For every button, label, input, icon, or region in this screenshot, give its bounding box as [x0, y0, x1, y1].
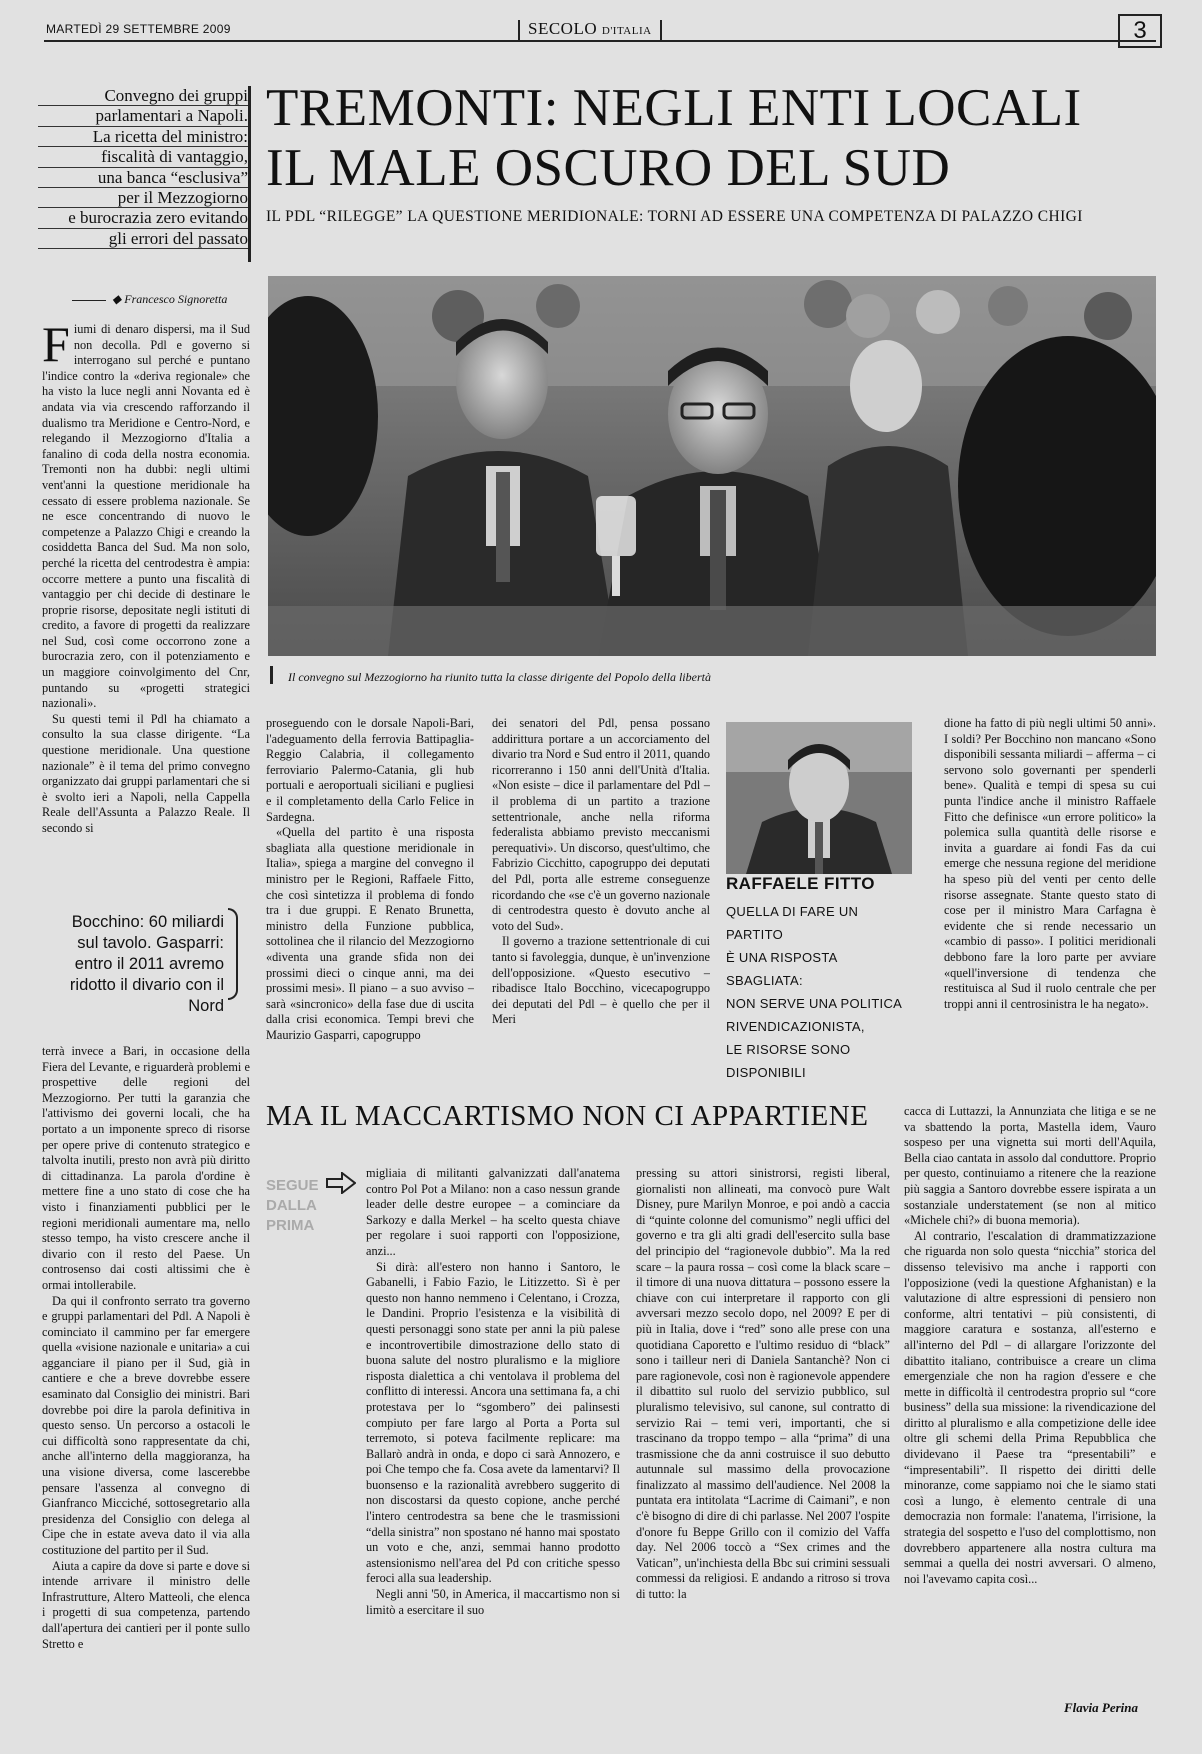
issue-date: MARTEDÌ 29 SETTEMBRE 2009 — [46, 22, 231, 36]
arrow-right-icon — [326, 1172, 356, 1199]
author-name: Francesco Signoretta — [124, 292, 228, 306]
article-paragraph: dei senatori del Pdl, pensa possano addirittura portare a un accorciamento del divario tra Nord e Sud entro il 2011, quando ricorreranno i 150 anni dell'Unità d'Italia. «Non esiste – dice il parlamentare del Pdl – il problema di un partito a trazione settentrionale, anche nella riforma federalista abbiamo previsto meccanismi perequativi». Un discorso, quest'ultimo, che Fabrizio Cicchitto, capogruppo dei deputati del Pdl, porta alle estreme conseguenze ricordando che «se c'è un governo nazionale di centrodestra questo è dovuto anche al voto del Sud». — [492, 716, 710, 933]
photo-caption: Il convegno sul Mezzogiorno ha riunito tutta la classe dirigente del Popolo della libertà — [288, 670, 711, 684]
byline: ◆ Francesco Signoretta — [112, 292, 228, 306]
article-paragraph: Aiuta a capire da dove si parte e dove si intende arrivare il ministro delle Infrastrutture, Altero Matteoli, che elenca i progetti di sua competenza, partendo dall'apertura dei cantieri per il ponte sullo Stretto e — [42, 1558, 250, 1651]
masthead-rule — [44, 40, 1156, 42]
kicker-line: e burocrazia zero evitando — [38, 208, 248, 228]
quote-line: NON SERVE UNA POLITICA — [726, 996, 903, 1011]
editorial-title: MA IL MACCARTISMO NON CI APPARTIENE — [266, 1100, 869, 1132]
editorial-paragraph: Al contrario, l'escalation di drammatizzazione che riguarda non solo questa “nicchia” storica del dissenso televisivo ma anche i rapporti con l'opposizione (vedi la questione Afghanistan) e la valutazione di altre espressioni di pensiero non conforme, altri tentativi – più consistenti, di maggiore caratura e sostanza, all'esterno e all'interno del Pdl – di allargare l'orizzonte del dibattito italiano, contribuisce a creare un clima emergenziale che non ha ragion d'essere e che mette in difficoltà il centrodestra proprio sul “core business” della sua missione: la rivendicazione del diritto al pluralismo e alla competizione delle idee oltre gli schemi della Prima Repubblica che dividevano il Paese tra “presentabili” e “impresentabili”. Il rispetto dei diritti delle minoranze, come sappiamo noi che le siamo stati così a lungo, è elemento centrale di una democrazia non formale: l'anatema, l'irrisione, la strategia del sospetto e l'uso del complottismo, non dovrebbero appartenere alla nostra cultura ma semmai a quella dei nostri avversari. O almeno, noi l'avevamo capita così... — [904, 1228, 1156, 1586]
editorial-paragraph: Negli anni '50, in America, il maccartismo non si limitò a esercitare il suo — [366, 1587, 620, 1617]
article-paragraph: terrà invece a Bari, in occasione della Fiera del Levante, e riguarderà problemi e prospettive delle regioni del Mezzogiorno. Per tutti la garanzia che l'attivismo dei governi locali, che ha portato a un imponente spreco di risorse per opere prive di contenuto strategico e talvolta inutili, presto non avrà più diritto di cittadinanza. La parola d'ordine è mettere fine a uno stato di cose che ha visto i finanziamenti pubblici per le regioni meridionali aumentare ma, nello stesso tempo, ha visto crescere anche il divario con il resto del Paese. Un controsenso dai costi altissimi che è ormai intollerabile. — [42, 1044, 250, 1292]
kicker-line: Convegno dei gruppi — [38, 86, 248, 106]
quote-speaker: RAFFAELE FITTO — [726, 874, 875, 893]
editorial-column-2 — [636, 1166, 890, 1736]
page-number: 3 — [1118, 14, 1162, 48]
newspaper-name — [518, 20, 662, 40]
editorial-paragraph: migliaia di militanti galvanizzati dall'anatema contro Pol Pot a Milano: non a caso nessun grande leader delle destre europee – a cominciare da Sarkozy e dalla Merkel – ha scelto questa chiave per regolare i suoi rapporti con l'opposizione, anzi... — [366, 1166, 620, 1258]
headline-line-1: TREMONTI: NEGLI ENTI LOCALI — [266, 79, 1082, 137]
article-kicker — [38, 86, 248, 249]
segue-line: PRIMA — [266, 1217, 315, 1234]
kicker-divider — [248, 86, 251, 262]
editorial-paragraph: pressing su attori sinistrorsi, registi liberal, giornalisti non allineati, ma convocò pure Walt Disney, pure Marilyn Monroe, e poi andò a caccia di “quinte colonne del comunismo” negli uffici del governo e tra gli alti gradi dell'esercito sulla base del principio del “ragionevole dubbio”. Ma la red scare – la paura rossa – così come la black scare – il timore di una nuova dittatura – possono essere la chiave con cui interpretare il rapporto con gli avversari mezzo secolo dopo, nel 2009? E per di più in Italia, dove i “red” sono alle prese con una quotidiana Caporetto e l'ultimo residuo di “black” sono i tailleur neri di Daniela Santanchè? Non ci pare ragionevole, così non è ragionevole appendere il dibattito sul ruolo del servizio pubblico, sul pluralismo televisivo, sul canone, sul contratto di servizio Rai – temi veri, importanti, che si trascinano da troppo tempo – alla “prima” di una trasmissione che da anni costruisce il suo debutto autunnale sul massimo della provocazione finalizzato al massimo dell'audience. Nel 2008 la puntata era intitolata “Lacrime di Caimani”, e non c'è bisogno di dire di chi parlasse. Nel 2007 l'ospite d'onore fu Beppe Grillo con il comizio del Vaffa day. Nel 2006 toccò a “Sex crimes and the Vatican”, un'inchiesta della Bbc sui crimini sessuali commessi da religiosi. E andando a ritroso si trova di tutto: la — [636, 1166, 890, 1602]
pull-quote: Bocchino: 60 miliardi sul tavolo. Gasparri: entro il 2011 avremo ridotto il divario con il Nord — [69, 913, 224, 1015]
article-paragraph — [42, 322, 250, 712]
paper-name: SECOLO — [528, 19, 598, 38]
article-paragraph: Da qui il confronto serrato tra governo e gruppi parlamentari del Pdl. A Napoli è cominciato il cammino per far emergere quella «visione nazionale e unitaria» a cui agganciare il piano per il Sud, già in cantiere e che a breve dovrebbe essere esaminato dal Consiglio dei ministri. Bari dovrebbe poi dire la parola definitiva in questo senso. Un percorso a ostacoli le cui difficoltà sono rappresentate da chi, anche all'interno della maggioranza, ha una visione diversa, come lascerebbe pensare l'assenza al convegno di Gianfranco Micciché, sottosegretario alla presidenza del Consiglio con delega al Cipe che in estate aveva dato il via alla costituzione del partito per il Sud. — [42, 1293, 250, 1557]
pull-quote-bracket — [228, 908, 238, 1000]
article-paragraph: «Quella del partito è una risposta sbagliata alla questione meridionale in Italia», spiega a margine del convegno il ministro per le Regioni, Raffaele Fitto, che così sintetizza il problema di fondo tra i due gruppi. E Renato Brunetta, ministro della Funzione pubblica, sottolinea che il rilancio del Mezzogiorno «diventa una grande sfida non dei prossimi dieci o cinque anni, ma dei prossimi mesi». Il piano – a suo avviso – sarà «sincronico» della fase due di uscita dalla crisi economica. Tempi brevi che Maurizio Gasparri, capogruppo — [266, 825, 474, 1042]
article-column-1 — [42, 322, 250, 890]
fitto-quote-box — [726, 874, 912, 1084]
article-column-3 — [492, 716, 710, 1078]
byline-rule — [72, 300, 106, 301]
kicker-line: La ricetta del ministro: — [38, 127, 248, 147]
kicker-line: una banca “esclusiva” — [38, 168, 248, 188]
drop-cap: F — [42, 322, 70, 372]
paper-name-suffix: D'ITALIA — [601, 25, 652, 37]
main-photo — [268, 276, 1156, 656]
editorial-paragraph: cacca di Luttazzi, la Annunziata che litiga e se ne va sbattendo la porta, Mastella idem, Vauro sospeso per una vignetta sui morti dell'Aquila, Bella ciao cantata in assolo dal conduttore. Proprio per questo, continuiamo a ritenere che la reazione più saggia a Santoro dovrebbe essere ispirata a un sostanziale understatement (se non al mitico «Michele chi?» di buona memoria). — [904, 1104, 1156, 1228]
headline-line-2: IL MALE OSCURO DEL SUD — [266, 139, 951, 197]
article-paragraph-text: iumi di denaro dispersi, ma il Sud non decolla. Pdl e governo si interrogano sul perché e puntano l'indice contro la «deriva regionale» che ha visto la luce negli anni Novanta ed è andata via via crescendo rafforzando il dualismo tra Meridione e Centro-Nord, e relegando il Mezzogiorno d'Italia a fanalino di coda della nostra economia. Tremonti non ha dubbi: negli ultimi vent'anni la questione meridionale ha cessato di essere problema nazionale. Se ne esce concentrando di nuovo le competenze a Palazzo Chigi e creando la cosiddetta Banca del Sud. Ma non solo, perché la ricetta del centrodestra è ampia: occorre mettere a punto una fiscalità di vantaggio per chi decide di destinare le proprie risorse, depositate negli istituti di credito, a favore di progetti da realizzare nel Sud, così come occorrono zone a burocrazia zero, con il potenziamento e un maggiore coinvolgimento del Cnr, puntando su «progetti strategici nazionali». — [42, 322, 250, 711]
article-paragraph: Il governo a trazione settentrionale di cui tanto si favoleggia, dunque, è un'invenzione dell'opposizione. «Questo esecutivo – ribadisce Italo Bocchino, vicecapogruppo dei deputati del Pdl – è quello che per il Meri — [492, 934, 710, 1027]
segue-line: SEGUE — [266, 1177, 319, 1194]
editorial-paragraph: Si dirà: all'estero non hanno i Santoro, le Gabanelli, i Fabio Fazio, le Litizzetto. Sì è per questo non hanno nemmeno i Celentano, i Crozza, le Dandini. Proprio l'esistenza e la visibilità di questi personaggi sono state per anni la più palese e incontrovertibile dimostrazione dello stato di buona salute del nostro pluralismo e la migliore risposta dialettica a chi ventolava il problema del conflitto di interessi. Ancora una settimana fa, a chi protestava per lo “sgombero” dei palinsesti compiuto per fare largo al Porta a Porta sul terremoto, si poteva facilmente replicare: ma Ballarò andrà in onda, e dopo ci sarà Annozero, e poi Che tempo che fa. Cosa avete da lamentarvi? Il buonsenso e la razionalità avrebbero suggerito di non discostarsi da questo copione, anche perché l'intero centrodestra sa bene che le trasmissioni “della sinistra” non spostano né hanno mai spostato un voto e che, anzi, semmai hanno prodotto astensionismo nell'area del Pd con critiche spesso feroci alla sua leadership. — [366, 1259, 620, 1586]
article-column-1-continued — [42, 1044, 250, 1734]
article-paragraph: dione ha fatto di più negli ultimi 50 anni». I soldi? Per Bocchino non mancano «Sono disponibili sessanta miliardi – afferma – ci servono solo governanti per spenderli bene». Qualità e tempi di spesa su cui punta l'indice anche il ministro Raffaele Fitto che definisce «un errore politico» la polemica sulla quantità delle risorse e invita a guardare ai fondi Fas da cui emerge che nessuna regione del meridione ha speso più del venti per cento delle risorse assegnate. Stante questo stato di cose per il ministro Mara Carfagna è evidente che si rende necessario un «cambio di passo». I politici meridionali debbono fare la loro parte per avviare «quell'inversione di tendenza che restituisca al Sud il ruolo centrale che per troppi anni il centrosinistra le ha negato». — [944, 716, 1156, 1011]
editorial-signature: Flavia Perina — [1064, 1700, 1139, 1715]
editorial-column-3 — [904, 1104, 1156, 1694]
editorial-column-1 — [366, 1166, 620, 1736]
kicker-line: parlamentari a Napoli. — [38, 106, 248, 126]
kicker-line: fiscalità di vantaggio, — [38, 147, 248, 167]
article-column-2 — [266, 716, 474, 1078]
segue-line: DALLA — [266, 1197, 317, 1214]
article-column-5 — [944, 716, 1156, 1078]
quote-line: LE RISORSE SONO DISPONIBILI — [726, 1042, 851, 1080]
caption-bar — [270, 666, 273, 684]
quote-line: È UNA RISPOSTA SBAGLIATA: — [726, 950, 837, 988]
fitto-portrait — [726, 722, 912, 874]
portrait-image — [726, 722, 912, 874]
kicker-line: gli errori del passato — [38, 229, 248, 249]
subheadline: IL PDL “RILEGGE” LA QUESTIONE MERIDIONALE: TORNI AD ESSERE UNA COMPETENZA DI PALAZZO CHIGI — [266, 208, 1083, 225]
conference-photo-image — [268, 276, 1156, 656]
article-paragraph: Su questi temi il Pdl ha chiamato a consulto la sua classe dirigente. “La questione meridionale. Una questione nazionale” è il tema del primo convegno organizzato dai gruppi parlamentari che si è svolto ieri a Napoli, nella Cappella Reale dell'Assunta a Palazzo Reale. Il secondo si — [42, 711, 250, 835]
article-paragraph: proseguendo con le dorsale Napoli-Bari, l'adeguamento della ferrovia Battipaglia-Reggio Calabria, il collegamento ferroviario Palermo-Catania, gli hub portuali e aeroportuali siciliani e pugliesi e il completamento della Carlo Felice in Sardegna. — [266, 716, 474, 824]
kicker-line: per il Mezzogiorno — [38, 188, 248, 208]
segue-dalla-prima — [266, 1176, 326, 1236]
quote-line: RIVENDICAZIONISTA, — [726, 1019, 865, 1034]
headline — [266, 78, 1166, 198]
quote-line: QUELLA DI FARE UN PARTITO — [726, 904, 859, 942]
